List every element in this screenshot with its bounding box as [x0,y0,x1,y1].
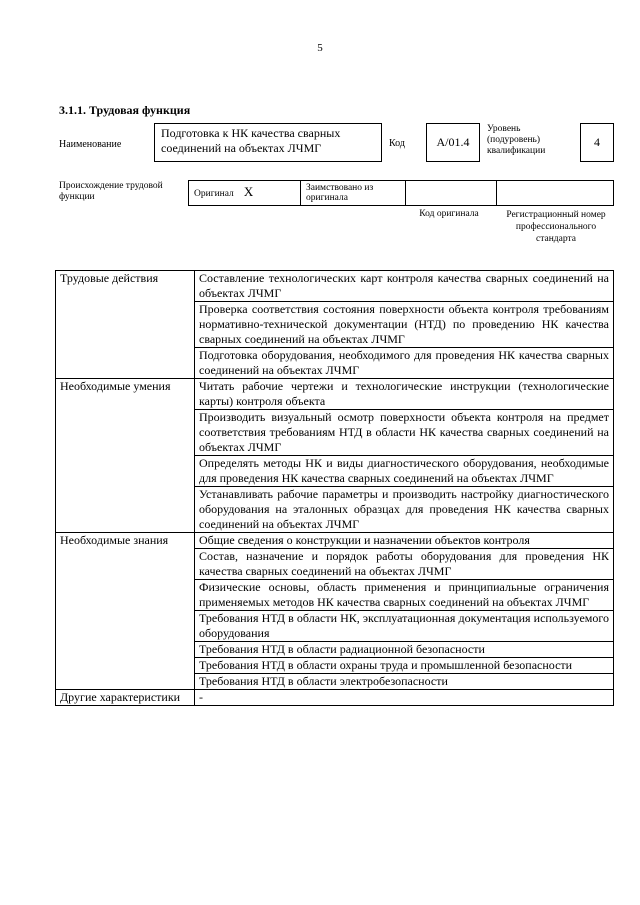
code-label: Код [389,138,405,149]
item-cell: Производить визуальный осмотр поверхности объекта контроля на предмет соответствия требованиям НТД в области НК качества сварных соединений на объектах ЛЧМГ [195,410,614,456]
borrowed-cell: Заимствовано из оригинала [301,181,406,206]
original-code-cell [406,181,497,206]
original-label: Оригинал [194,189,234,199]
table-row [56,690,614,706]
item-cell: - [195,690,614,706]
item-cell: Общие сведения о конструкции и назначении объектов контроля [195,533,614,549]
original-cell [189,181,301,206]
function-name-box: Подготовка к НК качества сварных соединений на объектах ЛЧМГ [154,123,382,162]
item-cell: Требования НТД в области охраны труда и промышленной безопасности [195,658,614,674]
category-cell: Трудовые действия [56,271,195,379]
origin-label: Происхождение трудовой функции [59,181,163,202]
level-label: Уровень (подуровень) квалификации [487,124,546,156]
category-cell: Необходимые умения [56,379,195,533]
section-title: 3.1.1. Трудовая функция [59,103,191,117]
function-details-table [55,270,614,706]
category-cell: Другие характеристики [56,690,195,706]
reg-number-label: Регистрационный номер профессионального стандарта [506,210,606,244]
table-row [56,379,614,410]
original-code-label: Код оригинала [419,209,479,219]
item-cell: Физические основы, область применения и принципиальные ограничения применяемых методов НК качества сварных соединений на объектах ЛЧМГ [195,580,614,611]
category-cell: Необходимые знания [56,533,195,690]
table-row [56,271,614,302]
item-cell: Проверка соответствия состояния поверхности объекта контроля требованиям нормативно-технической документации (НТД) по проведению НК качества сварных соединений на объектах ЛЧМГ [195,302,614,348]
item-cell: Требования НТД в области электробезопасности [195,674,614,690]
table-row [56,533,614,549]
level-box: 4 [580,123,614,162]
origin-table [188,180,614,206]
name-label: Наименование [59,139,122,150]
item-cell: Состав, назначение и порядок работы оборудования для проведения НК качества сварных соединений на объектах ЛЧМГ [195,549,614,580]
item-cell: Требования НТД в области радиационной безопасности [195,642,614,658]
original-mark: X [243,184,254,199]
item-cell: Требования НТД в области НК, эксплуатационная документация используемого оборудования [195,611,614,642]
item-cell: Составление технологических карт контроля качества сварных соединений на объектах ЛЧМГ [195,271,614,302]
function-details-body [56,271,614,706]
item-cell: Читать рабочие чертежи и технологические инструкции (технологические карты) контроля объекта [195,379,614,410]
item-cell: Определять методы НК и виды диагностического оборудования, необходимые для проведения НК качества сварных соединений на объектах ЛЧМГ [195,456,614,487]
item-cell: Устанавливать рабочие параметры и производить настройку диагностического оборудования на эталонных образцах для проведения НК качества сварных соединений на объектах ЛЧМГ [195,487,614,533]
page-number: 5 [317,42,323,54]
reg-number-cell [497,181,614,206]
item-cell: Подготовка оборудования, необходимого для проведения НК качества сварных соединений на объектах ЛЧМГ [195,348,614,379]
code-box: А/01.4 [426,123,480,162]
